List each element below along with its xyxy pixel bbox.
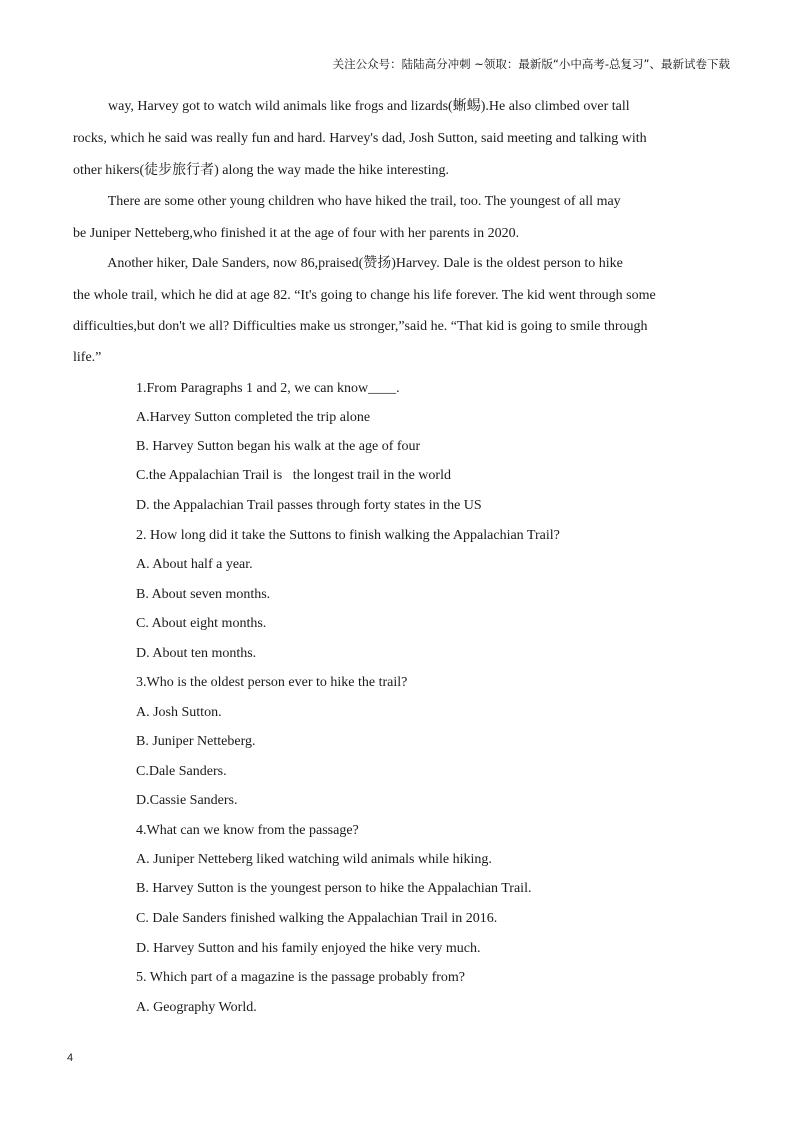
question-option: C.Dale Sanders. (136, 764, 227, 779)
question-option: A. Josh Sutton. (136, 705, 222, 720)
passage-line: other hikers(徒步旅行者) along the way made the hike interesting. (73, 163, 449, 178)
question-stem: 4.What can we know from the passage? (136, 823, 359, 838)
question-option: B. Juniper Netteberg. (136, 734, 256, 749)
question-stem: 5. Which part of a magazine is the passage probably from? (136, 970, 466, 985)
question-option: C.the Appalachian Trail is the longest trail in the world (136, 468, 451, 483)
question-stem: 1.From Paragraphs 1 and 2, we can know____. (136, 381, 400, 396)
question-option: B. Harvey Sutton began his walk at the age of four (136, 439, 421, 454)
question-option: D. the Appalachian Trail passes through forty states in the US (136, 498, 482, 513)
question-stem: 3.Who is the oldest person ever to hike the trail? (136, 675, 408, 690)
passage-line: way, Harvey got to watch wild animals like frogs and lizards(蜥蜴).He also climbed over tall (73, 99, 630, 114)
page-header: 关注公众号：陆陆高分冲刺 ~领取：最新版“小中高考-总复习”、最新试卷下载 (332, 57, 730, 71)
question-stem: 2. How long did it take the Suttons to finish walking the Appalachian Trail? (136, 528, 560, 543)
passage-line: difficulties,but don't we all? Difficulties make us stronger,”said he. “That kid is going to smile through (73, 319, 648, 334)
passage-line: rocks, which he said was really fun and hard. Harvey's dad, Josh Sutton, said meeting and talking with (73, 131, 647, 146)
passage-line: be Juniper Netteberg,who finished it at the age of four with her parents in 2020. (73, 226, 520, 241)
passage-line: life.” (73, 350, 102, 365)
page-number: 4 (67, 1052, 74, 1064)
question-option: A.Harvey Sutton completed the trip alone (136, 410, 371, 425)
question-option: B. Harvey Sutton is the youngest person to hike the Appalachian Trail. (136, 881, 532, 896)
question-option: A. Juniper Netteberg liked watching wild animals while hiking. (136, 852, 492, 867)
question-option: C. Dale Sanders finished walking the Appalachian Trail in 2016. (136, 911, 498, 926)
question-option: C. About eight months. (136, 616, 267, 631)
passage-line: Another hiker, Dale Sanders, now 86,praised(赞扬)Harvey. Dale is the oldest person to hike (73, 256, 623, 271)
passage-line: the whole trail, which he did at age 82. “It's going to change his life forever. The kid went through some (73, 288, 656, 303)
question-option: B. About seven months. (136, 587, 271, 602)
question-option: D.Cassie Sanders. (136, 793, 238, 808)
question-option: D. Harvey Sutton and his family enjoyed the hike very much. (136, 941, 481, 956)
passage-line: There are some other young children who have hiked the trail, too. The youngest of all may (73, 194, 621, 209)
question-option: D. About ten months. (136, 646, 257, 661)
question-option: A. About half a year. (136, 557, 253, 572)
question-option: A. Geography World. (136, 1000, 257, 1015)
